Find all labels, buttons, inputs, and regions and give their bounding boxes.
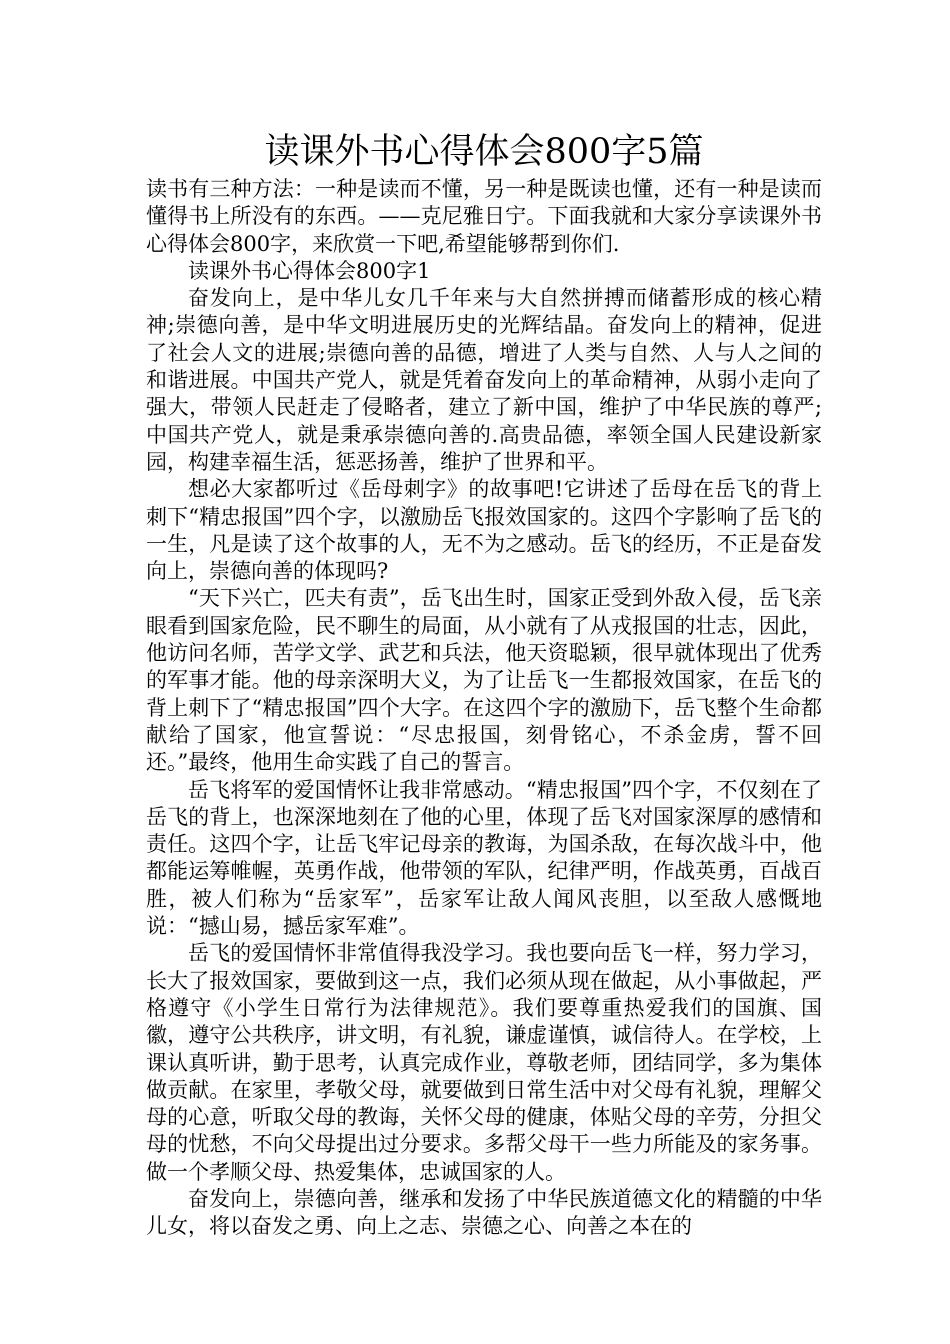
body-paragraph: 奋发向上，是中华儿女几千年来与大自然拼搏而储蓄形成的核心精神;崇德向善，是中华文明进展历史的光辉结晶。奋发向上的精神，促进了社会人文的进展;崇德向善的品德，增进了人类与自然、人与人之间的和谐进展。中国共产党人，就是凭着奋发向上的革命精神，从弱小走向了强大，带领人民赶走了侵略者，建立了新中国，维护了中华民族的尊严;中国共产党人，就是秉承崇德向善的.高贵品德，率领全国人民建设新家园，构建幸福生活，惩恶扬善，维护了世界和平。 bbox=[146, 286, 822, 474]
document-page bbox=[146, 128, 822, 1241]
body-paragraph: “天下兴亡，匹夫有责”，岳飞出生时，国家正受到外敌入侵，岳飞亲眼看到国家危险，民不聊生的局面，从小就有了从戎报国的壮志，因此，他访问名师，苦学文学、武艺和兵法，他天资聪颖，很早就体现出了优秀的军事才能。他的母亲深明大义，为了让岳飞一生都报效国家，在岳飞的背上刺下了“精忠报国”四个大字。在这四个字的激励下，岳飞整个生命都献给了国家，他宣誓说：“尽忠报国，刻骨铭心，不杀金虏，誓不回还。”最终，他用生命实践了自己的誓言。 bbox=[146, 586, 822, 775]
body-paragraph: 想必大家都听过《岳母刺字》的故事吧!它讲述了岳母在岳飞的背上刺下“精忠报国”四个字，以激励岳飞报效国家的。这四个字影响了岳飞的一生，凡是读了这个故事的人，无不为之感动。岳飞的经历，不正是奋发向上，崇德向善的体现吗? bbox=[146, 477, 822, 584]
intro-paragraph: 读书有三种方法：一种是读而不懂，另一种是既读也懂，还有一种是读而懂得书上所没有的东西。——克尼雅日宁。下面我就和大家分享读课外书心得体会800字，来欣赏一下吧,希望能够帮到你们. bbox=[146, 177, 822, 256]
body-paragraph: 奋发向上，崇德向善，继承和发扬了中华民族道德文化的精髓的中华儿女，将以奋发之勇、向上之志、崇德之心、向善之本在的 bbox=[146, 1186, 822, 1239]
document-body bbox=[146, 176, 822, 1241]
document-title: 读课外书心得体会800字5篇 bbox=[264, 132, 704, 172]
section-heading: 读课外书心得体会800字1 bbox=[188, 258, 431, 283]
body-paragraph: 岳飞的爱国情怀非常值得我没学习。我也要向岳飞一样，努力学习，长大了报效国家，要做到这一点，我们必须从现在做起，从小事做起，严格遵守《小学生日常行为法律规范》。我们要尊重热爱我们的国旗、国徽，遵守公共秩序，讲文明，有礼貌，谦虚谨慎，诚信待人。在学校，上课认真听讲，勤于思考，认真完成作业，尊敬老师，团结同学，多为集体做贡献。在家里，孝敬父母，就要做到日常生活中对父母有礼貌，理解父母的心意，听取父母的教诲，关怀父母的健康，体贴父母的辛劳，分担父母的忧愁，不向父母提出过分要求。多帮父母干一些力所能及的家务事。做一个孝顺父母、热爱集体，忠诚国家的人。 bbox=[146, 941, 822, 1184]
body-paragraph: 岳飞将军的爱国情怀让我非常感动。“精忠报国”四个字，不仅刻在了岳飞的背上，也深深地刻在了他的心里，体现了岳飞对国家深厚的感情和责任。这四个字，让岳飞牢记母亲的教诲，为国杀敌，在每次战斗中，他都能运筹帷幄，英勇作战，他带领的军队，纪律严明，作战英勇，百战百胜，被人们称为“岳家军”，岳家军让敌人闻风丧胆，以至敌人感慨地说：“撼山易，撼岳家军难”。 bbox=[146, 777, 822, 939]
